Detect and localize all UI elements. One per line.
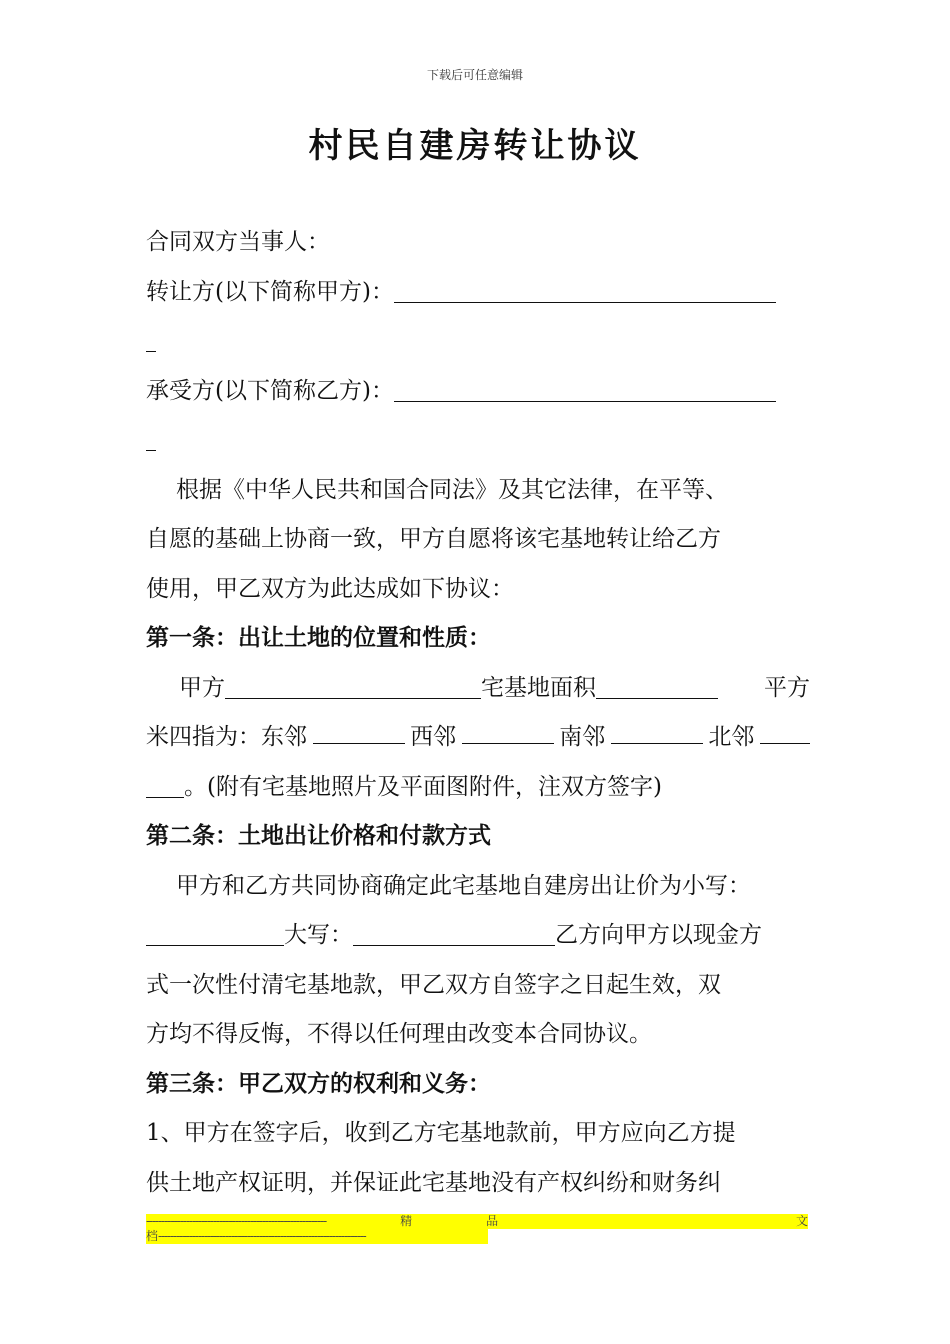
article1-line-1 bbox=[146, 670, 810, 720]
article2-line-2-tail: 乙方向甲方以现金方 bbox=[555, 922, 762, 948]
party-a-blank bbox=[394, 278, 776, 303]
article3-heading: 第三条：甲乙双方的权利和义务： bbox=[146, 1069, 491, 1097]
price-capital-blank bbox=[353, 921, 555, 946]
preamble-line-3: 使用，甲乙双方为此达成如下协议： bbox=[146, 575, 514, 602]
footer-row-1 bbox=[146, 1214, 808, 1229]
area-label: 宅基地面积 bbox=[481, 674, 596, 701]
article2-line-3: 式一次性付清宅基地款，甲乙双方自签字之日起生效，双 bbox=[146, 971, 721, 998]
preamble-line-1: 根据《中华人民共和国合同法》及其它法律，在平等、 bbox=[176, 476, 728, 503]
article1-line-3 bbox=[146, 769, 810, 819]
document-title: 村民自建房转让协议 bbox=[308, 126, 642, 166]
parties-label: 合同双方当事人： bbox=[146, 229, 330, 255]
party-b-blank bbox=[394, 377, 776, 402]
party-b-overflow bbox=[146, 422, 810, 472]
footer-word-3: 文 bbox=[795, 1214, 808, 1228]
west-blank bbox=[462, 719, 554, 744]
article2-line-1: 甲方和乙方共同协商确定此宅基地自建房出让价为小写： bbox=[176, 872, 751, 899]
document-body bbox=[146, 224, 810, 1214]
capital-label: 大写： bbox=[284, 922, 353, 948]
west-label: 西邻 bbox=[410, 724, 457, 750]
north-blank bbox=[760, 719, 810, 744]
article2-line-2 bbox=[146, 917, 810, 967]
party-b-blank-tail bbox=[146, 426, 156, 451]
north-label: 北邻 bbox=[708, 724, 755, 750]
party-b-label: 承受方(以下简称乙方)： bbox=[146, 377, 394, 404]
footer-dashes-left: ----------------------------------------------------------- bbox=[146, 1214, 327, 1228]
article2-line-4: 方均不得反悔，不得以任何理由改变本合同协议。 bbox=[146, 1021, 652, 1047]
party-a-line bbox=[146, 274, 810, 324]
article2-heading: 第二条：土地出让价格和付款方式 bbox=[146, 822, 491, 849]
footer-row-2 bbox=[146, 1229, 488, 1244]
area-blank bbox=[596, 674, 718, 699]
party-a-overflow bbox=[146, 323, 810, 373]
party-a-label: 转让方(以下简称甲方)： bbox=[146, 278, 394, 305]
article1-note: 。(附有宅基地照片及平面图附件，注双方签字) bbox=[184, 773, 662, 800]
preamble-line-2: 自愿的基础上协商一致，甲方自愿将该宅基地转让给乙方 bbox=[146, 526, 721, 552]
party-b-line bbox=[146, 373, 810, 423]
header-note: 下载后可任意编辑 bbox=[426, 68, 523, 82]
footer-word-2: 品 bbox=[486, 1214, 499, 1228]
party-blank bbox=[225, 674, 481, 699]
south-blank bbox=[611, 719, 703, 744]
footer-word-1: 精 bbox=[400, 1214, 413, 1228]
price-lowercase-blank bbox=[146, 921, 284, 946]
footer-word-4: 档 bbox=[146, 1229, 159, 1243]
article1-line-2 bbox=[146, 719, 810, 769]
footer-dashes-bottom: -------------------------------------------------------------------- bbox=[158, 1229, 366, 1243]
south-label: 南邻 bbox=[559, 724, 606, 750]
north-blank-tail bbox=[146, 773, 184, 798]
party-a-blank-tail bbox=[146, 327, 156, 352]
article1-heading: 第一条：出让土地的位置和性质： bbox=[146, 624, 491, 651]
footer-watermark-bar bbox=[146, 1214, 808, 1244]
article3-line-1: 1、甲方在签字后，收到乙方宅基地款前，甲方应向乙方提 bbox=[146, 1120, 736, 1146]
article3-line-2: 供土地产权证明，并保证此宅基地没有产权纠纷和财务纠 bbox=[146, 1169, 721, 1196]
east-label: 米四指为：东邻 bbox=[146, 724, 307, 750]
article1-party: 甲方 bbox=[179, 674, 225, 701]
east-blank bbox=[313, 719, 405, 744]
unit-tail: 平方 bbox=[764, 674, 810, 701]
